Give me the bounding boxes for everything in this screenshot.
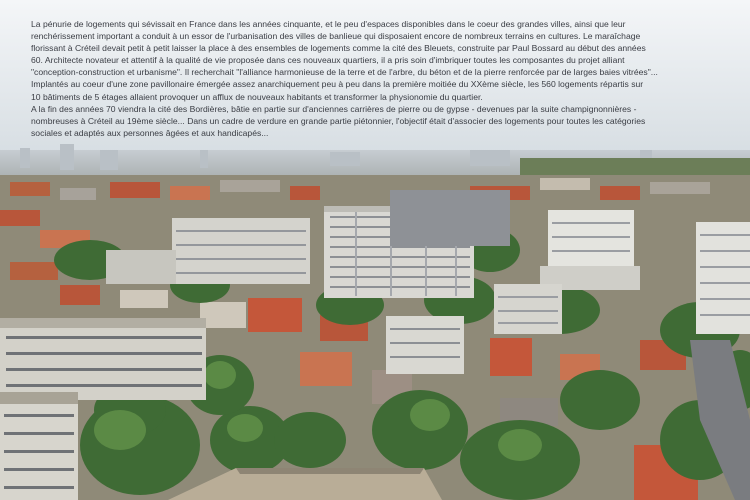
caption-line: 10 bâtiments de 5 étages allaient provoquer un afflux de nouveaux habitants et transformer la physionomie du quartier.	[31, 91, 483, 102]
caption-paragraph-1	[31, 18, 721, 103]
caption-line: nombreuses à Créteil au 19ème siècle... Dans un cadre de verdure en grande partie piétonnier, l'objectif était d'associer des logements pour toutes les catégories	[31, 115, 646, 126]
caption-line: La pénurie de logements qui sévissait en France dans les années cinquante, et le peu d'espaces disponibles dans le coeur des grandes villes, ainsi que leur	[31, 19, 626, 29]
caption-text	[31, 18, 721, 139]
caption-line: sociales et adaptés aux personnes âgées et aux handicapés...	[31, 127, 269, 138]
caption-line: 60. Architecte novateur et attentif à la qualité de vie proposée dans ces nouveaux quartiers, il a pris soin d'imbriquer toutes les composantes du projet alliant	[31, 55, 625, 66]
caption-line: A la fin des années 70 viendra la cité des Bordières, bâtie en partie sur d'anciennes carrières de pierre ou de gypse - devenues par la suite champignonnières -	[31, 103, 637, 114]
caption-paragraph-2	[31, 103, 721, 139]
caption-line: "conception-construction et urbanisme". Il recherchait "l'alliance harmonieuse de la terre et de l'arbre, du béton et de la pierre renforcée par de larges baies vitrées"...	[31, 67, 658, 78]
caption-line: florissant à Créteil devait petit à petit laisser la place à des ensembles de logements comme la cité des Bleuets, construite par Paul Bossard au début des années	[31, 43, 646, 54]
caption-line: Implantés au coeur d'une zone pavillonaire émergée assez anarchiquement peu à peu dans la première moitiée du XXème siècle, les 560 logements répartis sur	[31, 79, 644, 90]
caption-line: renchérissement important a conduit à un essor de l'urbanisation des villes de banlieue qui disposaient encore de nombreux terrains en cultures. Le maraîchage	[31, 31, 641, 42]
